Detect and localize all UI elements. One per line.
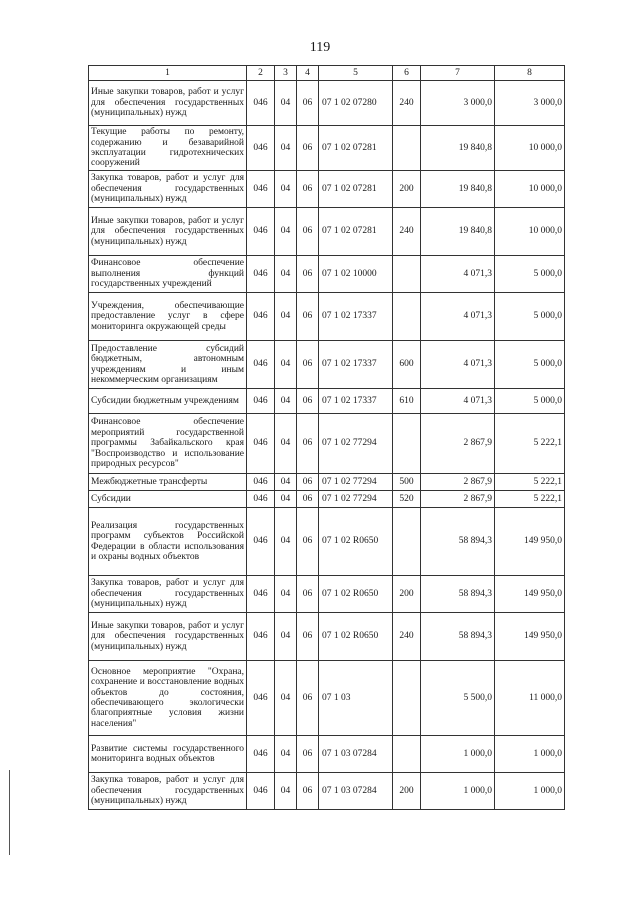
row-name: Иные закупки товаров, работ и услуг для обеспечения государственных (муниципальных) нужд [89, 81, 247, 126]
cell-sum-1: 1 000,0 [421, 736, 495, 773]
cell-sum-2: 149 950,0 [495, 508, 565, 576]
table-row [89, 126, 565, 171]
table-row [89, 474, 565, 491]
table-row [89, 773, 565, 810]
cell-pr: 06 [297, 576, 319, 613]
cell-ved: 046 [247, 208, 275, 256]
cell-kcsr: 07 1 02 17337 [319, 389, 393, 414]
row-name: Финансовое обеспечение выполнения функций государственных учреждений [89, 256, 247, 293]
cell-rz: 04 [275, 773, 297, 810]
cell-kcsr: 07 1 02 17337 [319, 293, 393, 341]
cell-rz: 04 [275, 491, 297, 508]
cell-vr: 600 [393, 341, 421, 389]
cell-sum-1: 19 840,8 [421, 126, 495, 171]
table-row [89, 491, 565, 508]
cell-kcsr: 07 1 02 R0650 [319, 508, 393, 576]
column-number: 5 [319, 66, 393, 81]
cell-vr: 240 [393, 81, 421, 126]
cell-vr [393, 293, 421, 341]
row-name: Реализация государственных программ субъектов Российской Федерации в области использования и охраны водных объектов [89, 508, 247, 576]
cell-pr: 06 [297, 256, 319, 293]
column-number: 3 [275, 66, 297, 81]
cell-vr: 500 [393, 474, 421, 491]
table-row [89, 613, 565, 661]
cell-vr: 240 [393, 613, 421, 661]
cell-sum-1: 58 894,3 [421, 508, 495, 576]
cell-rz: 04 [275, 126, 297, 171]
cell-pr: 06 [297, 491, 319, 508]
cell-pr: 06 [297, 126, 319, 171]
cell-rz: 04 [275, 613, 297, 661]
cell-pr: 06 [297, 414, 319, 474]
cell-sum-1: 3 000,0 [421, 81, 495, 126]
row-name: Текущие работы по ремонту, содержанию и безаварийной эксплуатации гидротехнических сооружений [89, 126, 247, 171]
cell-sum-2: 5 000,0 [495, 293, 565, 341]
table-row [89, 414, 565, 474]
cell-ved: 046 [247, 389, 275, 414]
cell-ved: 046 [247, 508, 275, 576]
cell-pr: 06 [297, 341, 319, 389]
cell-pr: 06 [297, 81, 319, 126]
cell-rz: 04 [275, 661, 297, 736]
cell-sum-1: 58 894,3 [421, 576, 495, 613]
cell-rz: 04 [275, 474, 297, 491]
cell-sum-1: 4 071,3 [421, 389, 495, 414]
cell-pr: 06 [297, 736, 319, 773]
row-name: Финансовое обеспечение мероприятий государственной программы Забайкальского края "Воспроизводство и использование природных ресурсов" [89, 414, 247, 474]
row-name: Иные закупки товаров, работ и услуг для обеспечения государственных (муниципальных) нужд [89, 613, 247, 661]
cell-sum-2: 149 950,0 [495, 576, 565, 613]
cell-ved: 046 [247, 773, 275, 810]
cell-sum-2: 1 000,0 [495, 773, 565, 810]
cell-sum-1: 2 867,9 [421, 491, 495, 508]
cell-sum-2: 11 000,0 [495, 661, 565, 736]
column-number: 8 [495, 66, 565, 81]
cell-ved: 046 [247, 661, 275, 736]
cell-vr: 520 [393, 491, 421, 508]
cell-sum-1: 5 500,0 [421, 661, 495, 736]
margin-line [9, 770, 10, 855]
cell-vr [393, 508, 421, 576]
cell-kcsr: 07 1 03 07284 [319, 773, 393, 810]
cell-sum-2: 10 000,0 [495, 126, 565, 171]
cell-rz: 04 [275, 293, 297, 341]
cell-ved: 046 [247, 474, 275, 491]
row-name: Учреждения, обеспечивающие предоставление услуг в сфере мониторинга окружающей среды [89, 293, 247, 341]
cell-ved: 046 [247, 414, 275, 474]
row-name: Основное мероприятие "Охрана, сохранение и восстановление водных объектов до состояния, обеспечивающего экологически благоприятные условия жизни населения" [89, 661, 247, 736]
cell-sum-2: 1 000,0 [495, 736, 565, 773]
cell-ved: 046 [247, 293, 275, 341]
cell-sum-2: 3 000,0 [495, 81, 565, 126]
cell-pr: 06 [297, 661, 319, 736]
cell-kcsr: 07 1 02 77294 [319, 414, 393, 474]
row-name: Предоставление субсидий бюджетным, автономным учреждениям и иным некоммерческим организациям [89, 341, 247, 389]
budget-table [88, 65, 565, 810]
column-number: 4 [297, 66, 319, 81]
cell-rz: 04 [275, 508, 297, 576]
cell-vr [393, 126, 421, 171]
row-name: Закупка товаров, работ и услуг для обеспечения государственных (муниципальных) нужд [89, 773, 247, 810]
row-name: Иные закупки товаров, работ и услуг для обеспечения государственных (муниципальных) нужд [89, 208, 247, 256]
table-row [89, 293, 565, 341]
cell-vr: 610 [393, 389, 421, 414]
cell-ved: 046 [247, 341, 275, 389]
cell-sum-2: 10 000,0 [495, 171, 565, 208]
row-name: Развитие системы государственного мониторинга водных объектов [89, 736, 247, 773]
cell-kcsr: 07 1 02 R0650 [319, 576, 393, 613]
cell-ved: 046 [247, 613, 275, 661]
cell-kcsr: 07 1 03 07284 [319, 736, 393, 773]
cell-vr [393, 736, 421, 773]
cell-ved: 046 [247, 736, 275, 773]
page-number: 119 [309, 40, 331, 55]
table-body [89, 81, 565, 810]
cell-vr [393, 414, 421, 474]
cell-sum-2: 5 222,1 [495, 491, 565, 508]
cell-vr: 240 [393, 208, 421, 256]
cell-rz: 04 [275, 256, 297, 293]
cell-ved: 046 [247, 491, 275, 508]
cell-pr: 06 [297, 613, 319, 661]
cell-kcsr: 07 1 02 07281 [319, 208, 393, 256]
cell-sum-1: 2 867,9 [421, 474, 495, 491]
cell-sum-2: 5 222,1 [495, 474, 565, 491]
cell-kcsr: 07 1 02 10000 [319, 256, 393, 293]
column-number: 1 [89, 66, 247, 81]
table-row [89, 736, 565, 773]
cell-kcsr: 07 1 02 17337 [319, 341, 393, 389]
cell-sum-1: 2 867,9 [421, 414, 495, 474]
cell-pr: 06 [297, 508, 319, 576]
cell-sum-1: 4 071,3 [421, 341, 495, 389]
table-row [89, 81, 565, 126]
cell-rz: 04 [275, 414, 297, 474]
cell-kcsr: 07 1 02 07281 [319, 171, 393, 208]
cell-vr [393, 661, 421, 736]
table-row [89, 389, 565, 414]
cell-rz: 04 [275, 341, 297, 389]
cell-vr: 200 [393, 576, 421, 613]
cell-sum-1: 19 840,8 [421, 171, 495, 208]
cell-rz: 04 [275, 736, 297, 773]
table-row [89, 171, 565, 208]
cell-sum-2: 5 222,1 [495, 414, 565, 474]
cell-sum-1: 58 894,3 [421, 613, 495, 661]
table-row [89, 256, 565, 293]
cell-rz: 04 [275, 208, 297, 256]
cell-vr: 200 [393, 773, 421, 810]
table-row [89, 661, 565, 736]
cell-sum-2: 5 000,0 [495, 256, 565, 293]
cell-pr: 06 [297, 208, 319, 256]
cell-rz: 04 [275, 389, 297, 414]
row-name: Субсидии бюджетным учреждениям [89, 389, 247, 414]
cell-ved: 046 [247, 126, 275, 171]
table-row [89, 208, 565, 256]
row-name: Субсидии [89, 491, 247, 508]
cell-vr: 200 [393, 171, 421, 208]
cell-sum-2: 5 000,0 [495, 389, 565, 414]
column-number: 6 [393, 66, 421, 81]
cell-rz: 04 [275, 81, 297, 126]
cell-sum-1: 4 071,3 [421, 293, 495, 341]
row-name: Закупка товаров, работ и услуг для обеспечения государственных (муниципальных) нужд [89, 171, 247, 208]
table-row [89, 508, 565, 576]
cell-ved: 046 [247, 171, 275, 208]
cell-kcsr: 07 1 02 07281 [319, 126, 393, 171]
cell-sum-1: 4 071,3 [421, 256, 495, 293]
cell-sum-2: 149 950,0 [495, 613, 565, 661]
cell-rz: 04 [275, 171, 297, 208]
column-number-row [89, 66, 565, 81]
cell-vr [393, 256, 421, 293]
cell-kcsr: 07 1 02 77294 [319, 491, 393, 508]
cell-kcsr: 07 1 03 [319, 661, 393, 736]
column-number: 2 [247, 66, 275, 81]
cell-ved: 046 [247, 81, 275, 126]
cell-kcsr: 07 1 02 77294 [319, 474, 393, 491]
cell-kcsr: 07 1 02 07280 [319, 81, 393, 126]
table-row [89, 576, 565, 613]
cell-pr: 06 [297, 389, 319, 414]
cell-pr: 06 [297, 171, 319, 208]
cell-pr: 06 [297, 293, 319, 341]
table-row [89, 341, 565, 389]
cell-sum-1: 1 000,0 [421, 773, 495, 810]
cell-sum-1: 19 840,8 [421, 208, 495, 256]
cell-ved: 046 [247, 256, 275, 293]
cell-kcsr: 07 1 02 R0650 [319, 613, 393, 661]
cell-rz: 04 [275, 576, 297, 613]
row-name: Закупка товаров, работ и услуг для обеспечения государственных (муниципальных) нужд [89, 576, 247, 613]
cell-ved: 046 [247, 576, 275, 613]
cell-sum-2: 10 000,0 [495, 208, 565, 256]
column-number: 7 [421, 66, 495, 81]
cell-pr: 06 [297, 773, 319, 810]
row-name: Межбюджетные трансферты [89, 474, 247, 491]
cell-sum-2: 5 000,0 [495, 341, 565, 389]
cell-pr: 06 [297, 474, 319, 491]
